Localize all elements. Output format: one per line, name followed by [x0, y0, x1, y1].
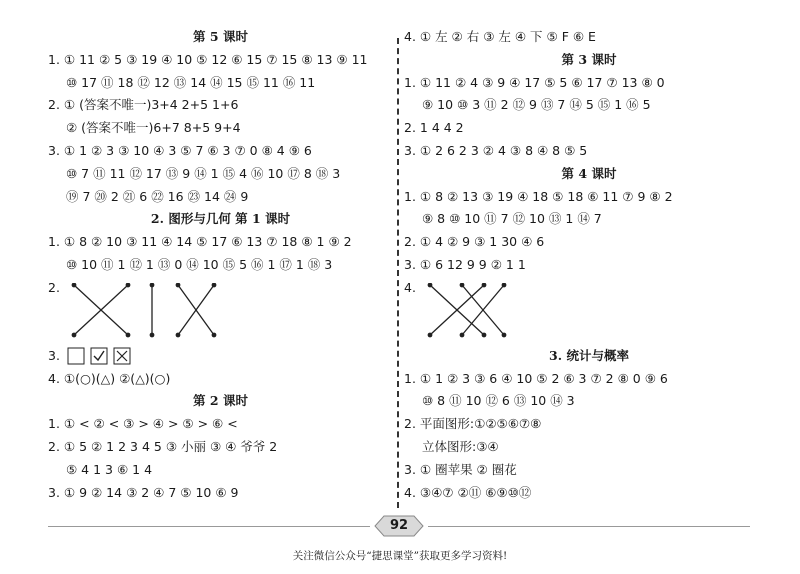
endpoint-dot	[150, 283, 155, 287]
answer-line: 3. ① 1 ② 3 ③ 10 ④ 3 ⑤ 7 ⑥ 3 ⑦ 0 ⑧ 4 ⑨ 6	[48, 142, 312, 158]
answer-continuation-line: ⑩ 7 ⑪ 11 ⑫ 17 ⑬ 9 ⑭ 1 ⑮ 4 ⑯ 10 ⑰ 8 ⑱ 3	[66, 165, 341, 181]
answer-line: 1. ① 11 ② 4 ③ 9 ④ 17 ⑤ 5 ⑥ 17 ⑦ 13 ⑧ 0	[404, 74, 665, 90]
answer-line: 1. ① 11 ② 5 ③ 19 ④ 10 ⑤ 12 ⑥ 15 ⑦ 15 ⑧ 13 ⑨ 11	[48, 51, 368, 67]
question-number: 4.	[404, 279, 416, 295]
section-title: 第 2 课时	[193, 393, 248, 409]
figure-answer	[404, 277, 774, 345]
answer-line: 1. ① 1 ② 3 ③ 6 ④ 10 ⑤ 2 ⑥ 3 ⑦ 2 ⑧ 0 ⑨ 6	[404, 370, 668, 386]
section-title: 第 5 课时	[193, 29, 248, 44]
answer-line: 2. ① 4 ② 9 ③ 1 30 ④ 6	[404, 234, 545, 250]
question-number: 2.	[48, 279, 60, 295]
answer-continuation-line: ⑲ 7 ⑳ 2 ㉑ 6 ㉒ 16 ㉓ 14 ㉔ 9	[66, 188, 249, 204]
page-number: 92	[389, 518, 409, 533]
right-column	[404, 26, 774, 504]
answer-line: 3. ① 圈苹果 ② 圈花	[404, 461, 517, 477]
answer-continuation-line: ⑤ 4 1 3 ⑥ 1 4	[66, 461, 153, 477]
footer-rule-right	[428, 526, 750, 527]
endpoint-dot	[176, 332, 181, 337]
answer-continuation-line: 立体图形:③④	[422, 438, 499, 454]
cross-box-icon	[114, 348, 130, 364]
figure-answer	[48, 277, 393, 345]
section-title: 3. 统计与概率	[549, 347, 629, 363]
answer-line: 4. ① 左 ② 右 ③ 左 ④ 下 ⑤ F ⑥ E	[404, 29, 596, 44]
question-number: 3.	[48, 347, 60, 363]
answer-line: 3. ① 2 6 2 3 ② 4 ③ 8 ④ 8 ⑤ 5	[404, 142, 588, 158]
answer-line: 2. 平面图形:①②⑤⑥⑦⑧	[404, 416, 542, 432]
endpoint-dot	[150, 332, 155, 337]
endpoint-dot	[482, 332, 487, 337]
empty-box-icon	[68, 348, 84, 364]
endpoint-dot	[126, 332, 131, 337]
answer-continuation-line: ⑩ 8 ⑪ 10 ⑫ 6 ⑬ 10 ⑭ 3	[422, 393, 575, 409]
answer-line: 3. ① 6 12 9 9 ② 1 1	[404, 256, 526, 272]
column-divider	[397, 38, 399, 508]
crossing-lines-figure-icon	[422, 283, 612, 339]
endpoint-dot	[72, 332, 77, 337]
section-title: 第 3 课时	[561, 51, 617, 67]
answer-line: 4. ③④⑦ ②⑪ ⑥⑨⑩⑫	[404, 484, 532, 500]
footer-rule-left	[48, 526, 370, 527]
box-answer	[48, 345, 393, 368]
answer-line: 3. ① 9 ② 14 ③ 2 ④ 7 ⑤ 10 ⑥ 9	[48, 484, 239, 500]
answer-continuation-line: ⑩ 17 ⑪ 18 ⑫ 12 ⑬ 14 ⑭ 15 ⑮ 11 ⑯ 11	[66, 74, 316, 90]
endpoint-dot	[460, 332, 465, 337]
check-box-icon	[91, 348, 107, 364]
answer-continuation-line: ⑨ 8 ⑩ 10 ⑪ 7 ⑫ 10 ⑬ 1 ⑭ 7	[422, 211, 602, 227]
answer-continuation-line: ⑩ 10 ⑪ 1 ⑫ 1 ⑬ 0 ⑭ 10 ⑮ 5 ⑯ 1 ⑰ 1 ⑱ 3	[66, 256, 333, 272]
answer-line: 1. ① < ② < ③ > ④ > ⑤ > ⑥ <	[48, 416, 238, 432]
answer-line: 2. 1 4 4 2	[404, 120, 464, 136]
answer-line: 1. ① 8 ② 10 ③ 11 ④ 14 ⑤ 17 ⑥ 13 ⑦ 18 ⑧ 1 ⑨ 2	[48, 234, 352, 250]
section-title: 2. 图形与几何 第 1 课时	[150, 211, 291, 227]
footer-note: 关注微信公众号“捷思课堂”获取更多学习资料!	[292, 550, 508, 562]
page-number-badge	[374, 515, 424, 537]
answer-continuation-line: ⑨ 10 ⑩ 3 ⑪ 2 ⑫ 9 ⑬ 7 ⑭ 5 ⑮ 1 ⑯ 5	[422, 97, 651, 113]
answer-line: 1. ① 8 ② 13 ③ 19 ④ 18 ⑤ 18 ⑥ 11 ⑦ 9 ⑧ 2	[404, 188, 673, 204]
left-column	[48, 26, 393, 504]
matching-lines-figure-icon	[66, 283, 256, 339]
section-title: 第 4 课时	[561, 165, 617, 181]
endpoint-dot	[212, 332, 217, 337]
answer-line: 2. ① (答案不唯一)3+4 2+5 1+6	[48, 97, 239, 113]
answer-line: 4. ①(○)(△) ②(△)(○)	[48, 370, 171, 386]
endpoint-dot	[502, 332, 507, 337]
answer-boxes-icon	[66, 347, 136, 365]
endpoint-dot	[428, 332, 433, 337]
answer-continuation-line: ② (答案不唯一)6+7 8+5 9+4	[66, 120, 241, 136]
answer-line: 2. ① 5 ② 1 2 3 4 5 ③ 小丽 ③ ④ 爷爷 2	[48, 438, 278, 454]
